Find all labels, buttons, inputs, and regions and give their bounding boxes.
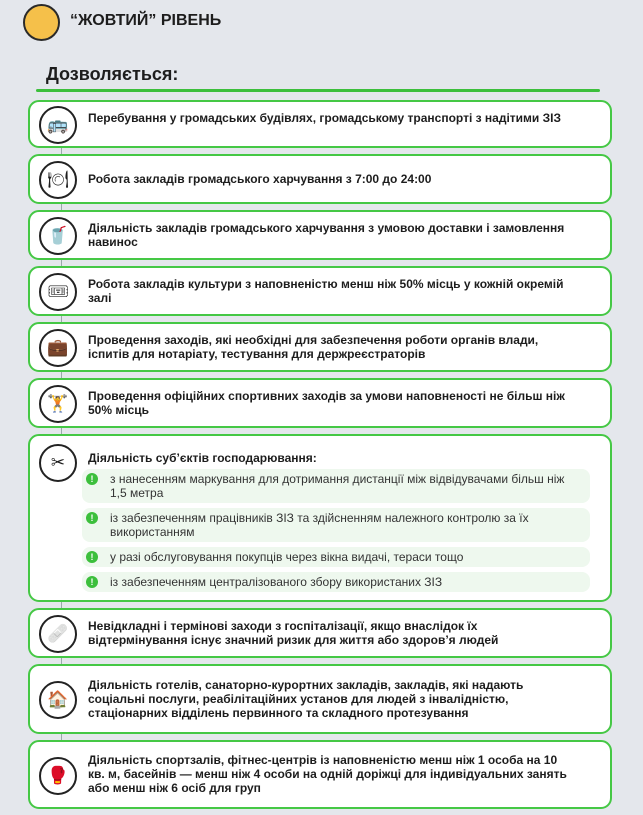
- sub-list-item: ! з нанесенням маркування для дотримання дистанції між відвідувачами більш ніж 1,5 метра: [82, 469, 590, 503]
- takeaway-cup-icon: 🥤: [39, 217, 77, 255]
- divider: [36, 89, 600, 92]
- list-item: 🚌 Перебування у громадських будівлях, громадському транспорті з надітими ЗІЗ: [28, 100, 612, 148]
- ticket-icon: 🎟: [39, 273, 77, 311]
- list-item: ✂ Діяльність суб’єктів господарювання: ! з нанесенням маркування для дотримання дистанції між відвідувачами більш ніж 1,5 метра ! із забезпеченням працівників ЗІЗ та здійсненням належного контролю за їх використанням ! у разі обслуговування покупців через вікна видачі, тераси тощо ! із забезпеченням централізованого збору використаних ЗІЗ: [28, 434, 612, 602]
- plate-cutlery-icon: 🍽: [39, 161, 77, 199]
- list-item: 🎟 Робота закладів культури з наповненістю менш ніж 50% місць у кожній окремій залі: [28, 266, 612, 316]
- boxing-glove-icon: 🥊: [39, 757, 77, 795]
- list-item: 🍽 Робота закладів громадського харчування з 7:00 до 24:00: [28, 154, 612, 204]
- yellow-level-circle-icon: [23, 4, 60, 41]
- first-aid-kit-icon: 🩹: [39, 615, 77, 653]
- briefcase-icon: 💼: [39, 329, 77, 367]
- list-item: 🏋 Проведення офіційних спортивних заходів за умови наповненості не більш ніж 50% місць: [28, 378, 612, 428]
- exclamation-icon: !: [86, 551, 98, 563]
- list-item: 🏠 Діяльність готелів, санаторно-курортних закладів, закладів, які надають соціальні послуги, реабілітаційних установ для людей з інвалідністю, стаціонарних відділень первинного та складного протезування: [28, 664, 612, 734]
- exclamation-icon: !: [86, 512, 98, 524]
- sub-list-item: ! із забезпеченням працівників ЗІЗ та здійсненням належного контролю за їх використанням: [82, 508, 590, 542]
- list-item: 💼 Проведення заходів, які необхідні для забезпечення роботи органів влади, іспитів для нотаріату, тестування для держреєстраторів: [28, 322, 612, 372]
- list-item: 🥤 Діяльність закладів громадського харчування з умовою доставки і замовлення навинос: [28, 210, 612, 260]
- sub-list-item: ! у разі обслуговування покупців через вікна видачі, тераси тощо: [82, 547, 590, 567]
- sub-list-item: ! із забезпеченням централізованого збору використаних ЗІЗ: [82, 572, 590, 592]
- bus-icon: 🚌: [39, 106, 77, 144]
- exclamation-icon: !: [86, 473, 98, 485]
- list-item: 🩹 Невідкладні і термінові заходи з госпіталізації, якщо внаслідок їх відтермінування існує значний ризик для життя або здоров’я людей: [28, 608, 612, 658]
- house-icon: 🏠: [39, 681, 77, 719]
- exclamation-icon: !: [86, 576, 98, 588]
- section-heading: Дозволяється:: [46, 64, 179, 84]
- dumbbell-icon: 🏋: [39, 385, 77, 423]
- scissors-icon: ✂: [39, 444, 77, 482]
- page-title: “ЖОВТИЙ” РІВЕНЬ: [70, 12, 222, 29]
- list-item: 🥊 Діяльність спортзалів, фітнес-центрів із наповненістю менш ніж 1 особа на 10 кв. м, басейнів — менш ніж 4 особи на одній доріжці для індивідуальних занять або менш ніж 6 осіб для груп: [28, 740, 612, 809]
